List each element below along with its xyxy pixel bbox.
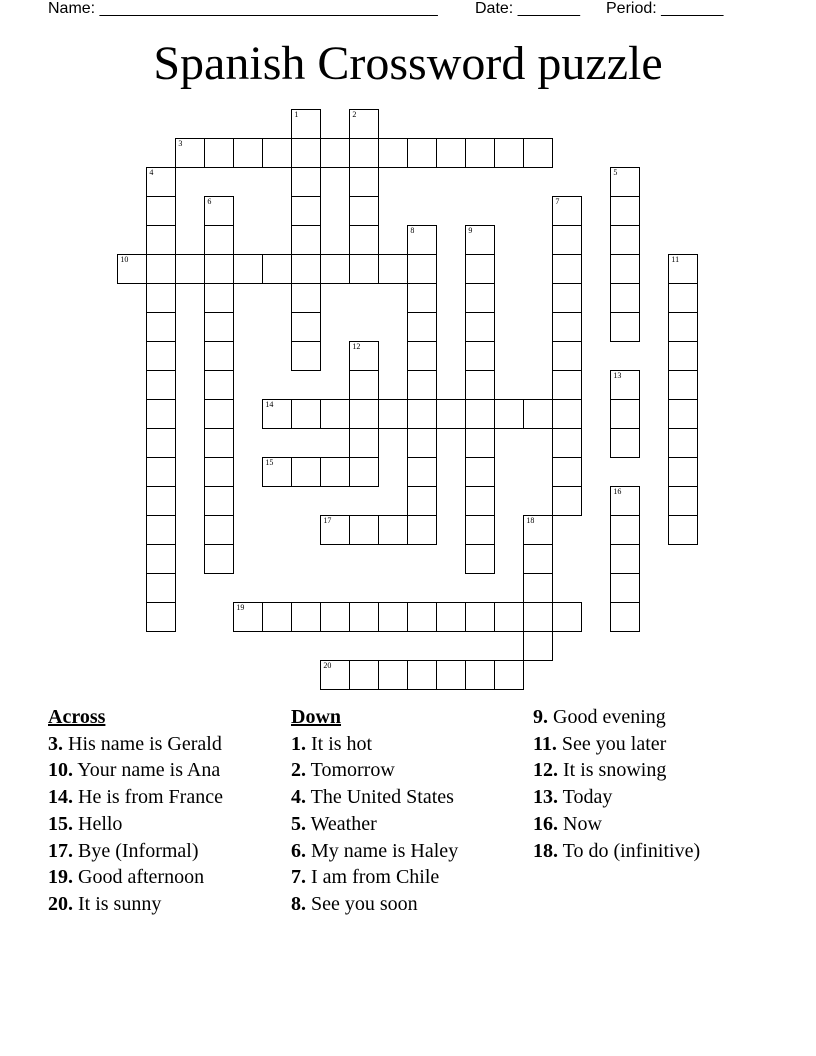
crossword-cell[interactable] — [407, 283, 437, 313]
crossword-cell[interactable] — [204, 138, 234, 168]
down-heading: Down — [291, 706, 342, 728]
clue-number-label: 15. — [48, 812, 73, 835]
clue-item — [533, 704, 773, 731]
crossword-cell[interactable] — [407, 399, 437, 429]
crossword-cell[interactable] — [146, 196, 176, 226]
clue-number: 10 — [120, 255, 129, 265]
crossword-cell[interactable] — [668, 515, 698, 545]
crossword-cell[interactable] — [610, 544, 640, 574]
crossword-cell[interactable] — [465, 370, 495, 400]
clue-number: 17 — [323, 516, 332, 526]
clue-item — [291, 838, 511, 865]
crossword-cell[interactable] — [378, 660, 408, 690]
crossword-cell[interactable] — [320, 602, 350, 632]
crossword-cell[interactable] — [494, 660, 524, 690]
clue-number: 8 — [410, 226, 415, 236]
crossword-cell[interactable] — [523, 544, 553, 574]
crossword-cell[interactable] — [204, 196, 234, 226]
crossword-cell[interactable] — [146, 167, 176, 197]
clue-item — [291, 864, 511, 891]
clue-number: 20 — [323, 661, 332, 671]
crossword-cell[interactable] — [291, 109, 321, 139]
clue-number: 3 — [178, 139, 183, 149]
crossword-cell[interactable] — [146, 254, 176, 284]
crossword-cell[interactable] — [436, 660, 466, 690]
name-field[interactable]: Name: ______________________________________ — [48, 0, 438, 17]
crossword-cell[interactable] — [610, 370, 640, 400]
crossword-cell[interactable] — [552, 225, 582, 255]
crossword-cell[interactable] — [291, 138, 321, 168]
crossword-cell[interactable] — [291, 225, 321, 255]
crossword-cell[interactable] — [552, 254, 582, 284]
crossword-cell[interactable] — [291, 312, 321, 342]
clue-number: 1 — [294, 110, 299, 120]
crossword-cell[interactable] — [320, 660, 350, 690]
crossword-cell[interactable] — [175, 138, 205, 168]
crossword-cell[interactable] — [262, 457, 292, 487]
crossword-cell[interactable] — [465, 457, 495, 487]
crossword-cell[interactable] — [552, 196, 582, 226]
clue-item — [291, 811, 511, 838]
crossword-cell[interactable] — [146, 573, 176, 603]
crossword-cell[interactable] — [465, 254, 495, 284]
crossword-cell[interactable] — [610, 196, 640, 226]
crossword-cell[interactable] — [610, 225, 640, 255]
clue-number-label: 4. — [291, 786, 306, 809]
crossword-cell[interactable] — [610, 428, 640, 458]
crossword-cell[interactable] — [465, 138, 495, 168]
clue-number: 6 — [207, 197, 212, 207]
crossword-cell[interactable] — [146, 225, 176, 255]
crossword-cell[interactable] — [523, 138, 553, 168]
crossword-cell[interactable] — [378, 399, 408, 429]
clue-number: 12 — [352, 342, 361, 352]
crossword-cell[interactable] — [204, 544, 234, 574]
crossword-cell[interactable] — [378, 254, 408, 284]
clue-number: 2 — [352, 110, 357, 120]
clue-text: Your name is Ana — [77, 759, 221, 782]
clue-item — [48, 731, 268, 758]
crossword-cell[interactable] — [262, 254, 292, 284]
crossword-cell[interactable] — [204, 428, 234, 458]
clue-number-label: 9. — [533, 706, 548, 728]
crossword-cell[interactable] — [436, 138, 466, 168]
crossword-cell[interactable] — [146, 370, 176, 400]
clue-text: I am from Chile — [311, 866, 440, 889]
crossword-cell[interactable] — [349, 167, 379, 197]
clue-number-label: 6. — [291, 839, 306, 862]
clue-text: The United States — [310, 786, 454, 809]
crossword-cell[interactable] — [494, 399, 524, 429]
crossword-cell[interactable] — [146, 341, 176, 371]
crossword-cell[interactable] — [320, 457, 350, 487]
crossword-cell[interactable] — [610, 515, 640, 545]
crossword-cell[interactable] — [465, 486, 495, 516]
crossword-cell[interactable] — [349, 602, 379, 632]
crossword-cell[interactable] — [349, 515, 379, 545]
crossword-cell[interactable] — [233, 602, 263, 632]
crossword-cell[interactable] — [552, 370, 582, 400]
crossword-cell[interactable] — [523, 573, 553, 603]
page-title: Spanish Crossword puzzle — [153, 37, 663, 90]
crossword-cell[interactable] — [610, 486, 640, 516]
down-clues — [291, 704, 511, 918]
crossword-cell[interactable] — [610, 283, 640, 313]
clue-number: 19 — [236, 603, 245, 613]
clue-text: Now — [563, 812, 602, 835]
crossword-cell[interactable] — [204, 312, 234, 342]
crossword-cell[interactable] — [668, 341, 698, 371]
crossword-cell[interactable] — [233, 254, 263, 284]
crossword-cell[interactable] — [465, 544, 495, 574]
crossword-cell[interactable] — [465, 399, 495, 429]
clue-item — [48, 784, 268, 811]
crossword-cell[interactable] — [610, 602, 640, 632]
clue-number-label: 20. — [48, 892, 73, 915]
crossword-cell[interactable] — [291, 602, 321, 632]
crossword-cell[interactable] — [668, 283, 698, 313]
crossword-cell[interactable] — [349, 225, 379, 255]
crossword-cell[interactable] — [407, 370, 437, 400]
crossword-cell[interactable] — [349, 196, 379, 226]
crossword-cell[interactable] — [291, 167, 321, 197]
clue-text: It is hot — [311, 732, 373, 755]
clue-number-label: 19. — [48, 866, 73, 889]
crossword-cell[interactable] — [204, 486, 234, 516]
crossword-cell[interactable] — [407, 457, 437, 487]
crossword-cell[interactable] — [320, 138, 350, 168]
clue-text: Good evening — [553, 706, 666, 728]
crossword-cell[interactable] — [436, 399, 466, 429]
crossword-cell[interactable] — [233, 138, 263, 168]
crossword-cell[interactable] — [552, 399, 582, 429]
clue-number: 16 — [613, 487, 622, 497]
clue-text: Today — [562, 786, 613, 809]
clue-number: 18 — [526, 516, 535, 526]
clue-item — [533, 811, 773, 838]
crossword-cell[interactable] — [349, 138, 379, 168]
crossword-cell[interactable] — [668, 254, 698, 284]
crossword-cell[interactable] — [523, 602, 553, 632]
clue-text: Tomorrow — [310, 759, 395, 782]
crossword-cell[interactable] — [349, 660, 379, 690]
crossword-cell[interactable] — [262, 138, 292, 168]
crossword-cell[interactable] — [146, 515, 176, 545]
crossword-cell[interactable] — [610, 312, 640, 342]
clue-text: To do (infinitive) — [562, 839, 701, 862]
crossword-cell[interactable] — [146, 312, 176, 342]
clue-text: Weather — [310, 812, 377, 835]
clue-number-label: 8. — [291, 892, 306, 915]
crossword-cell[interactable] — [291, 341, 321, 371]
crossword-cell[interactable] — [291, 196, 321, 226]
crossword-cell[interactable] — [465, 515, 495, 545]
crossword-cell[interactable] — [610, 399, 640, 429]
clue-number-label: 17. — [48, 839, 73, 862]
clue-number-label: 13. — [533, 786, 558, 809]
crossword-cell[interactable] — [320, 399, 350, 429]
crossword-cell[interactable] — [552, 602, 582, 632]
crossword-cell[interactable] — [175, 254, 205, 284]
crossword-cell[interactable] — [668, 370, 698, 400]
crossword-cell[interactable] — [204, 457, 234, 487]
clue-item — [48, 811, 268, 838]
crossword-cell[interactable] — [407, 312, 437, 342]
crossword-cell[interactable] — [465, 660, 495, 690]
clue-item — [533, 784, 773, 811]
crossword-cell[interactable] — [407, 138, 437, 168]
crossword-cell[interactable] — [204, 341, 234, 371]
across-clues — [48, 704, 268, 918]
crossword-cell[interactable] — [146, 544, 176, 574]
clue-number: 14 — [265, 400, 274, 410]
crossword-cell[interactable] — [465, 283, 495, 313]
clue-number: 15 — [265, 458, 274, 468]
clue-number-label: 3. — [48, 732, 63, 755]
clue-item — [291, 891, 511, 918]
crossword-cell[interactable] — [552, 428, 582, 458]
crossword-cell[interactable] — [552, 283, 582, 313]
clue-text: Bye (Informal) — [78, 839, 199, 862]
clue-item — [48, 838, 268, 865]
clue-text: It is snowing — [563, 759, 667, 782]
crossword-cell[interactable] — [291, 399, 321, 429]
clue-number: 13 — [613, 371, 622, 381]
crossword-cell[interactable] — [349, 370, 379, 400]
crossword-cell[interactable] — [668, 486, 698, 516]
clue-item — [533, 731, 773, 758]
clue-number-label: 7. — [291, 866, 306, 889]
crossword-cell[interactable] — [407, 486, 437, 516]
clue-item — [291, 731, 511, 758]
down-clues-continued — [533, 704, 773, 864]
crossword-cell[interactable] — [465, 602, 495, 632]
crossword-cell[interactable] — [407, 660, 437, 690]
crossword-cell[interactable] — [378, 602, 408, 632]
clue-number: 7 — [555, 197, 560, 207]
clue-number: 4 — [149, 168, 154, 178]
crossword-cell[interactable] — [523, 631, 553, 661]
crossword-cell[interactable] — [378, 138, 408, 168]
crossword-cell[interactable] — [117, 254, 147, 284]
clue-text: His name is Gerald — [68, 732, 222, 755]
period-field[interactable]: Period: _______ — [606, 0, 724, 17]
crossword-cell[interactable] — [465, 341, 495, 371]
clue-number-label: 5. — [291, 812, 306, 835]
crossword-cell[interactable] — [349, 428, 379, 458]
crossword-cell[interactable] — [552, 341, 582, 371]
crossword-cell[interactable] — [291, 254, 321, 284]
crossword-cell[interactable] — [668, 428, 698, 458]
clue-text: Good afternoon — [78, 866, 205, 889]
crossword-cell[interactable] — [465, 312, 495, 342]
crossword-cell[interactable] — [407, 515, 437, 545]
clue-number-label: 11. — [533, 732, 557, 755]
crossword-cell[interactable] — [407, 428, 437, 458]
crossword-cell[interactable] — [204, 254, 234, 284]
clue-item — [291, 757, 511, 784]
crossword-cell[interactable] — [407, 225, 437, 255]
clue-text: See you soon — [311, 892, 418, 915]
crossword-cell[interactable] — [378, 515, 408, 545]
crossword-cell[interactable] — [610, 254, 640, 284]
crossword-cell[interactable] — [146, 399, 176, 429]
crossword-cell[interactable] — [407, 341, 437, 371]
clue-item — [48, 757, 268, 784]
crossword-cell[interactable] — [552, 457, 582, 487]
clue-item — [291, 784, 511, 811]
clue-number-label: 18. — [533, 839, 558, 862]
crossword-cell[interactable] — [204, 370, 234, 400]
crossword-cell[interactable] — [552, 312, 582, 342]
crossword-cell[interactable] — [204, 283, 234, 313]
crossword-cell[interactable] — [494, 602, 524, 632]
crossword-cell[interactable] — [262, 399, 292, 429]
crossword-cell[interactable] — [146, 602, 176, 632]
across-heading: Across — [48, 706, 106, 728]
clue-number-label: 12. — [533, 759, 558, 782]
crossword-cell[interactable] — [552, 486, 582, 516]
clue-item — [533, 757, 773, 784]
clue-text: My name is Haley — [311, 839, 459, 862]
crossword-cell[interactable] — [523, 515, 553, 545]
crossword-cell[interactable] — [668, 399, 698, 429]
crossword-cell[interactable] — [349, 341, 379, 371]
clue-text: He is from France — [78, 786, 223, 809]
crossword-cell[interactable] — [436, 602, 466, 632]
crossword-cell[interactable] — [146, 486, 176, 516]
crossword-cell[interactable] — [349, 254, 379, 284]
crossword-cell[interactable] — [320, 254, 350, 284]
crossword-cell[interactable] — [465, 428, 495, 458]
date-field[interactable]: Date: _______ — [475, 0, 580, 17]
crossword-cell[interactable] — [494, 138, 524, 168]
crossword-cell[interactable] — [146, 428, 176, 458]
crossword-cell[interactable] — [146, 457, 176, 487]
clue-text: It is sunny — [78, 892, 162, 915]
crossword-cell[interactable] — [291, 457, 321, 487]
clue-text: Hello — [78, 812, 123, 835]
crossword-cell[interactable] — [523, 399, 553, 429]
crossword-cell[interactable] — [668, 312, 698, 342]
crossword-cell[interactable] — [610, 573, 640, 603]
clue-number-label: 10. — [48, 759, 73, 782]
crossword-cell[interactable] — [407, 254, 437, 284]
clue-number-label: 16. — [533, 812, 558, 835]
clue-number-label: 2. — [291, 759, 306, 782]
crossword-cell[interactable] — [204, 515, 234, 545]
crossword-cell[interactable] — [262, 602, 292, 632]
crossword-cell[interactable] — [668, 457, 698, 487]
clue-item — [48, 864, 268, 891]
clue-number: 9 — [468, 226, 473, 236]
crossword-cell[interactable] — [465, 225, 495, 255]
clue-number-label: 14. — [48, 786, 73, 809]
clue-number: 11 — [671, 255, 680, 265]
crossword-cell[interactable] — [146, 283, 176, 313]
crossword-cell[interactable] — [349, 109, 379, 139]
crossword-cell[interactable] — [204, 225, 234, 255]
crossword-cell[interactable] — [610, 167, 640, 197]
crossword-cell[interactable] — [407, 602, 437, 632]
clue-text: See you later — [561, 732, 667, 755]
clue-number: 5 — [613, 168, 618, 178]
crossword-cell[interactable] — [349, 457, 379, 487]
crossword-cell[interactable] — [291, 283, 321, 313]
clue-item — [533, 838, 773, 865]
crossword-cell[interactable] — [349, 399, 379, 429]
crossword-cell[interactable] — [320, 515, 350, 545]
clue-item — [48, 891, 268, 918]
crossword-cell[interactable] — [204, 399, 234, 429]
clue-number-label: 1. — [291, 732, 306, 755]
